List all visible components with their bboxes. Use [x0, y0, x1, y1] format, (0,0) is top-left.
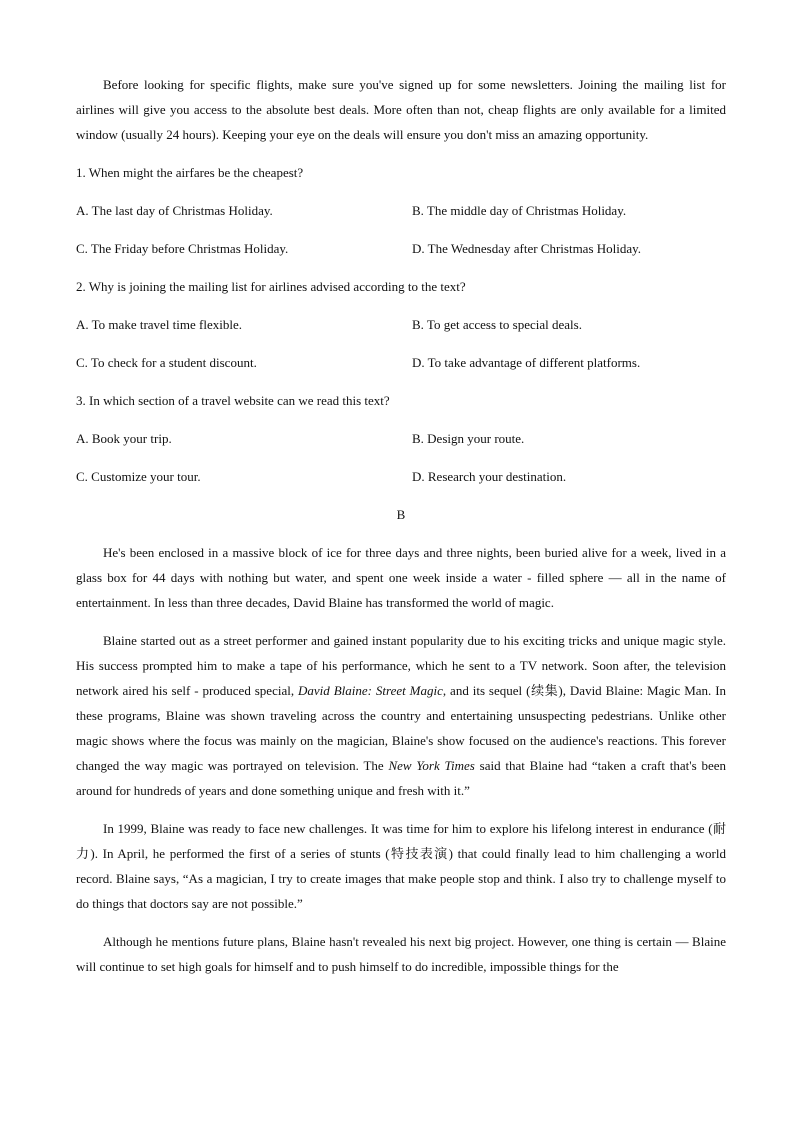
- question-1-options-row-2: [76, 236, 726, 261]
- question-3-stem: 3. In which section of a travel website can we read this text?: [76, 393, 390, 408]
- question-1-stem: 1. When might the airfares be the cheapest?: [76, 165, 304, 180]
- question-1-options-row-1: [76, 198, 726, 223]
- question-2-option-a: A. To make travel time flexible.: [76, 317, 242, 332]
- question-2-options-row-2: [76, 350, 726, 375]
- section-b-heading: B: [396, 507, 406, 522]
- paragraph-2-text-c: said that Blaine had “taken a craft that's been around for hundreds of years and done something unique and fresh with it.”: [76, 758, 726, 798]
- passage-b-paragraph-4: Although he mentions future plans, Blaine hasn't revealed his next big project. However, one thing is certain — Blaine will continue to set high goals for himself and to push himself to do incredible, impossible things for the: [76, 934, 726, 974]
- passage-b-paragraph-2: [76, 628, 726, 803]
- show-title-street-magic: David Blaine: Street Magic: [298, 683, 443, 698]
- paragraph-2-text-a: Blaine started out as a street performer and gained instant popularity due to his exciting tricks and unique magic style. His success prompted him to make a tape of his performance, which he sent to a TV network. Soon after, the television network aired his self - produced special,: [76, 633, 726, 698]
- question-2-options-row-1: [76, 312, 726, 337]
- question-1-option-b: B. The middle day of Christmas Holiday.: [412, 203, 627, 218]
- question-1-option-c: C. The Friday before Christmas Holiday.: [76, 241, 289, 256]
- question-2-option-c: C. To check for a student discount.: [76, 355, 257, 370]
- question-1-option-d: D. The Wednesday after Christmas Holiday.: [412, 241, 642, 256]
- question-3-option-c: C. Customize your tour.: [76, 469, 201, 484]
- question-3-option-b: B. Design your route.: [412, 431, 525, 446]
- newspaper-title: New York Times: [388, 758, 475, 773]
- question-3-option-d: D. Research your destination.: [412, 469, 567, 484]
- paragraph-2-text-b: , and its sequel (续集), David Blaine: Magic Man. In these programs, Blaine was shown traveling across the country and entertaining unsuspecting pedestrians. Unlike other magic shows where the focus was mainly on the magician, Blaine's show focused on the audience's reactions. This forever changed the way magic was portrayed on television. The: [76, 683, 727, 773]
- question-2-option-b: B. To get access to special deals.: [412, 317, 582, 332]
- question-3-option-a: A. Book your trip.: [76, 431, 172, 446]
- question-1-option-a: A. The last day of Christmas Holiday.: [76, 203, 273, 218]
- question-3-options-row-1: [76, 426, 726, 451]
- question-3-options-row-2: [76, 464, 726, 489]
- document-page: [76, 72, 726, 979]
- question-2-stem: 2. Why is joining the mailing list for airlines advised according to the text?: [76, 279, 466, 294]
- passage-b-paragraph-3: In 1999, Blaine was ready to face new challenges. It was time for him to explore his lifelong interest in endurance (耐力). In April, he performed the first of a series of stunts (特技表演) that could finally lead to him challenging a world record. Blaine says, “As a magician, I try to create images that make people stop and think. I also try to challenge myself to do things that doctors say are not possible.”: [76, 821, 726, 911]
- passage-b-paragraph-1: He's been enclosed in a massive block of ice for three days and three nights, been buried alive for a week, lived in a glass box for 44 days with nothing but water, and spent one week inside a water - filled sphere — all in the name of entertainment. In less than three decades, David Blaine has transformed the world of magic.: [76, 545, 726, 610]
- passage-a-paragraph: Before looking for specific flights, make sure you've signed up for some newsletters. Joining the mailing list for airlines will give you access to the absolute best deals. More often than not, cheap flights are only available for a limited window (usually 24 hours). Keeping your eye on the deals will ensure you don't miss an amazing opportunity.: [76, 77, 726, 142]
- question-2-option-d: D. To take advantage of different platforms.: [412, 355, 641, 370]
